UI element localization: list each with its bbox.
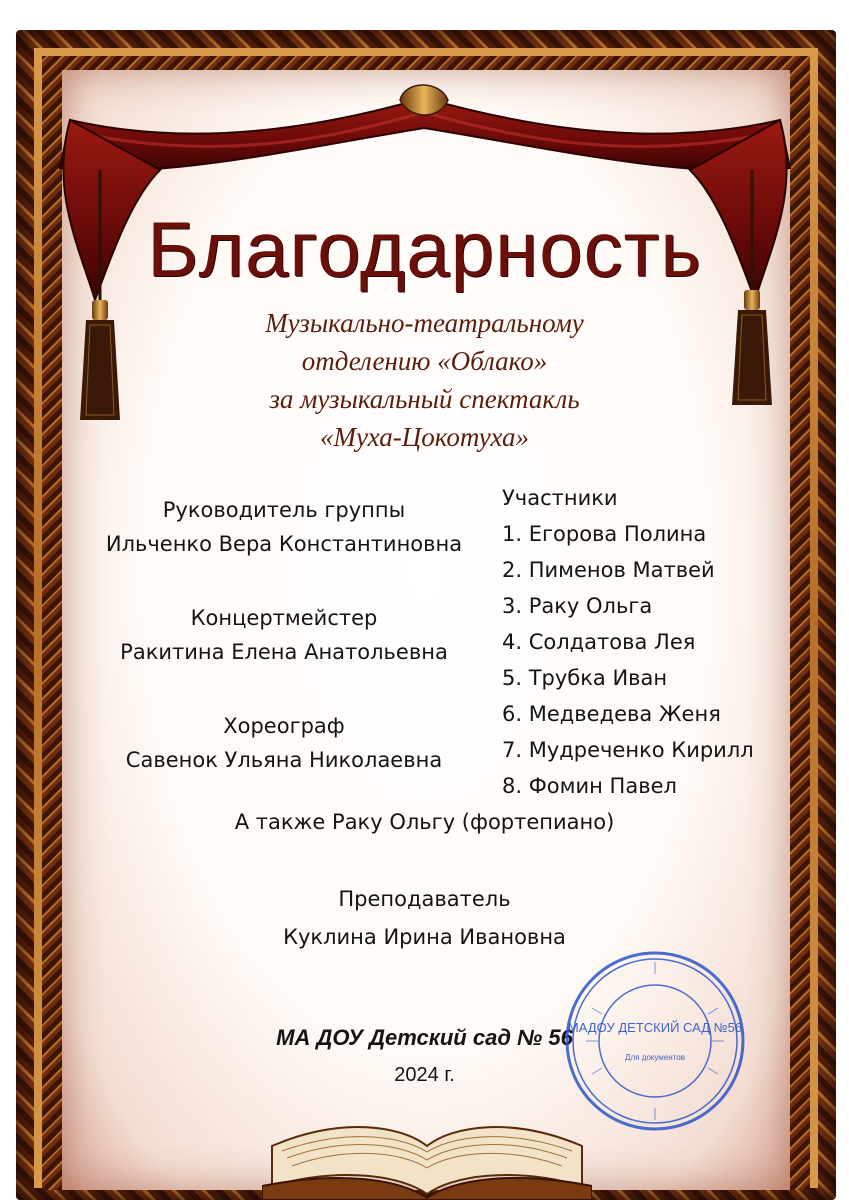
- participants-header: Участники: [502, 486, 618, 510]
- staff-name: Ракитина Елена Анатольевна: [120, 640, 448, 664]
- staff-role: Хореограф: [223, 714, 345, 738]
- subtitle-block: [0, 304, 849, 456]
- participant-item: 2. Пименов Матвей: [502, 558, 715, 582]
- staff-role: Руководитель группы: [162, 498, 406, 522]
- participant-item: 7. Мудреченко Кирилл: [502, 738, 754, 762]
- subtitle-line: за музыкальный спектакль: [269, 384, 580, 414]
- organization-name: МА ДОУ Детский сад № 56: [276, 1025, 573, 1050]
- stamp-center-text: МАДОУ ДЕТСКИЙ САД №56: [567, 1020, 743, 1035]
- staff-group-accompanist: [84, 601, 484, 669]
- staff-name: Ильченко Вера Константиновна: [105, 532, 463, 556]
- teacher-role: Преподаватель: [338, 887, 511, 911]
- participant-item: 1. Егорова Полина: [502, 522, 707, 546]
- staff-name: Савенок Ульяна Николаевна: [125, 748, 443, 772]
- also-acknowledged: А также Раку Ольгу (фортепиано): [234, 810, 615, 834]
- subtitle-line: Музыкально-театральному: [265, 308, 584, 338]
- staff-column: [84, 493, 484, 817]
- certificate-title: Благодарность: [147, 205, 702, 293]
- participant-item: 8. Фомин Павел: [502, 774, 677, 798]
- teacher-block: [0, 880, 849, 956]
- document-year: 2024 г.: [394, 1064, 455, 1086]
- participant-item: 6. Медведева Женя: [502, 702, 721, 726]
- stamp-sub-text: Для документов: [625, 1053, 685, 1062]
- open-book-decoration: [262, 1086, 592, 1200]
- staff-group-leader: [84, 493, 484, 561]
- participant-item: 4. Солдатова Лея: [502, 630, 696, 654]
- subtitle-line: «Муха-Цокотуха»: [320, 422, 529, 452]
- participant-item: 3. Раку Ольга: [502, 594, 653, 618]
- subtitle-line: отделению «Облако»: [301, 346, 548, 376]
- staff-group-choreographer: [84, 709, 484, 777]
- participants-column: [502, 480, 802, 804]
- participant-item: 5. Трубка Иван: [502, 666, 668, 690]
- staff-role: Концертмейстер: [190, 606, 378, 630]
- official-stamp: [562, 948, 748, 1134]
- teacher-name: Куклина Ирина Ивановна: [283, 925, 566, 949]
